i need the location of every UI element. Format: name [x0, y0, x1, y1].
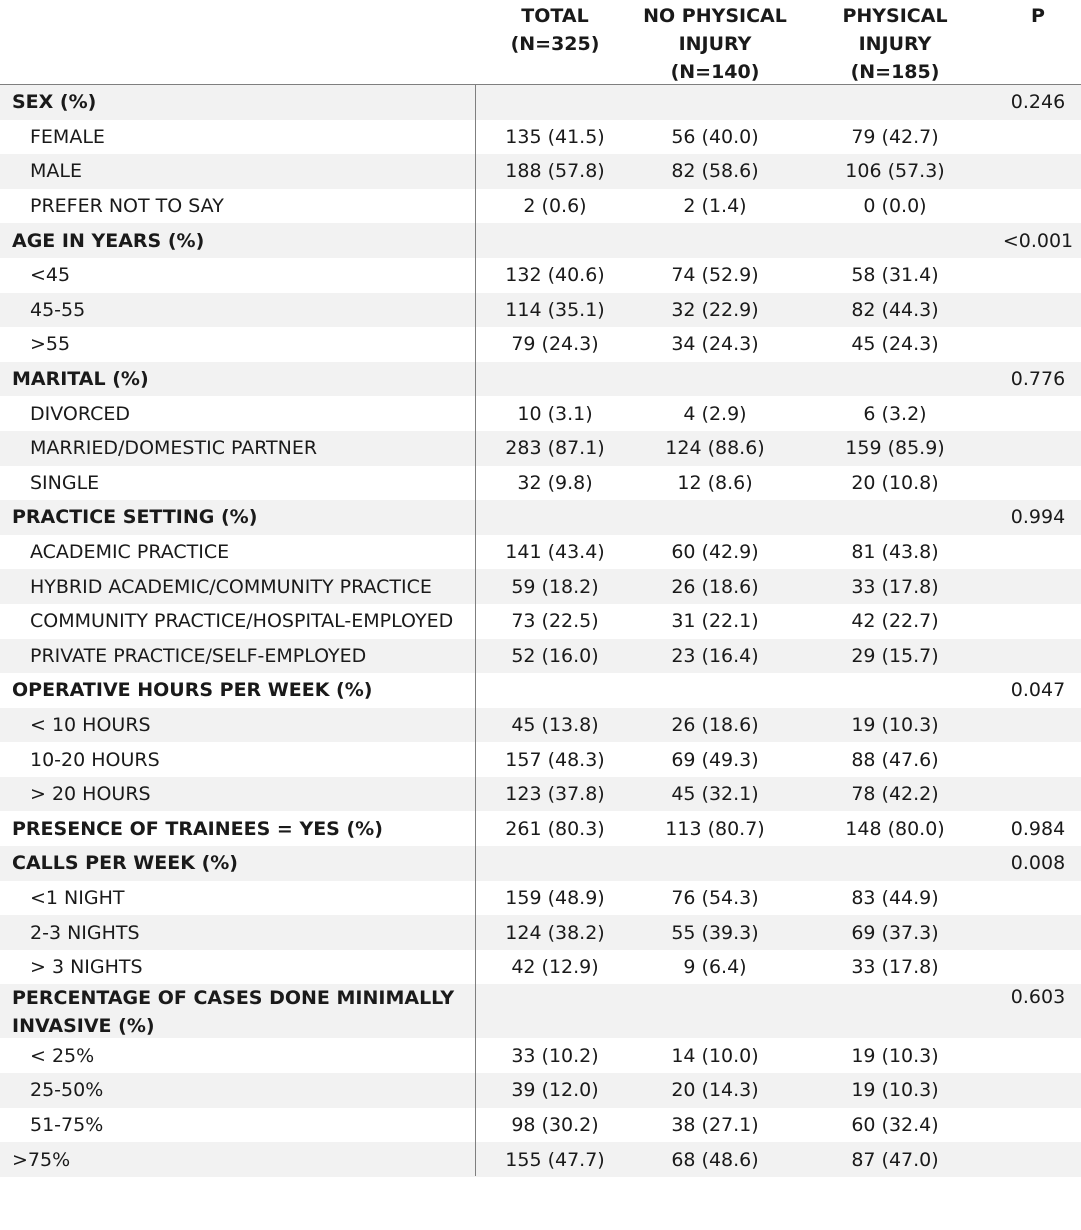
cell-total: 39 (12.0) — [511, 1079, 599, 1102]
cell-p-value — [995, 396, 1081, 431]
cell-physical-injury: 20 (10.8) — [851, 471, 939, 494]
cell-total: 33 (10.2) — [511, 1044, 599, 1067]
cell-total — [475, 673, 635, 708]
cell-total: 59 (18.2) — [511, 575, 599, 598]
cell-physical-injury: 87 (47.0) — [851, 1148, 939, 1171]
row-label: > 20 HOURS — [30, 783, 151, 806]
row-label: MARITAL (%) — [12, 368, 149, 391]
cell-p-value — [995, 327, 1081, 362]
cell-total: 188 (57.8) — [505, 160, 605, 183]
cell-total: 155 (47.7) — [505, 1148, 605, 1171]
cell-physical-injury: 45 (24.3) — [851, 333, 939, 356]
cell-no-physical-injury: 26 (18.6) — [671, 713, 759, 736]
table-row — [0, 1073, 1081, 1108]
cell-no-physical-injury: 38 (27.1) — [671, 1113, 759, 1136]
cell-physical-injury: 29 (15.7) — [851, 644, 939, 667]
row-label: MALE — [30, 160, 82, 183]
cell-total — [475, 500, 635, 535]
cell-physical-injury: 69 (37.3) — [851, 921, 939, 944]
cell-physical-injury: 60 (32.4) — [851, 1113, 939, 1136]
cell-no-physical-injury: 56 (40.0) — [671, 125, 759, 148]
cell-total: 132 (40.6) — [505, 264, 605, 287]
table-row — [0, 604, 1081, 639]
cell-p-value — [995, 569, 1081, 604]
cell-no-physical-injury: 12 (8.6) — [677, 471, 753, 494]
row-label: 25-50% — [30, 1079, 104, 1102]
cell-physical-injury: 19 (10.3) — [851, 1079, 939, 1102]
header-no-physical-injury: NO PHYSICAL INJURY (N=140) — [643, 5, 787, 83]
row-label: <45 — [30, 264, 71, 287]
table-row — [0, 1108, 1081, 1143]
cell-physical-injury: 78 (42.2) — [851, 783, 939, 806]
cell-p-value — [995, 154, 1081, 189]
cell-p-value — [995, 535, 1081, 570]
row-label: FEMALE — [30, 125, 105, 148]
cell-total — [475, 846, 635, 881]
cell-physical-injury: 6 (3.2) — [863, 402, 927, 425]
cell-physical-injury: 33 (17.8) — [851, 575, 939, 598]
cell-physical-injury — [815, 500, 975, 535]
cell-physical-injury: 42 (22.7) — [851, 610, 939, 633]
cell-p-value: 0.984 — [1010, 817, 1066, 840]
row-label: DIVORCED — [30, 402, 131, 425]
row-label: ACADEMIC PRACTICE — [30, 541, 230, 564]
table-row — [0, 431, 1081, 466]
cell-physical-injury — [815, 85, 975, 120]
cell-physical-injury: 83 (44.9) — [851, 886, 939, 909]
cell-p-value: 0.994 — [1010, 506, 1066, 529]
cell-no-physical-injury: 26 (18.6) — [671, 575, 759, 598]
column-divider — [475, 84, 476, 1176]
cell-total: 98 (30.2) — [511, 1113, 599, 1136]
cell-p-value — [995, 915, 1081, 950]
cell-physical-injury: 33 (17.8) — [851, 956, 939, 979]
table-body — [0, 85, 1081, 1177]
cell-p-value — [995, 1108, 1081, 1143]
cell-p-value — [995, 604, 1081, 639]
cell-p-value: 0.008 — [1010, 852, 1066, 875]
table-row — [0, 120, 1081, 155]
header-p-value: P — [1031, 5, 1045, 27]
cell-no-physical-injury: 14 (10.0) — [671, 1044, 759, 1067]
cell-no-physical-injury: 9 (6.4) — [683, 956, 747, 979]
cell-physical-injury: 79 (42.7) — [851, 125, 939, 148]
cell-total: 45 (13.8) — [511, 713, 599, 736]
table-row — [0, 639, 1081, 674]
cell-p-value — [995, 950, 1081, 985]
cell-no-physical-injury: 55 (39.3) — [671, 921, 759, 944]
cell-no-physical-injury: 68 (48.6) — [671, 1148, 759, 1171]
table-row — [0, 154, 1081, 189]
cell-physical-injury: 0 (0.0) — [863, 195, 927, 218]
cell-p-value — [995, 431, 1081, 466]
table-row — [0, 500, 1081, 535]
row-label: AGE IN YEARS (%) — [12, 229, 205, 252]
cell-physical-injury: 106 (57.3) — [845, 160, 945, 183]
row-label: PRESENCE OF TRAINEES = YES (%) — [12, 817, 383, 840]
header-total: TOTAL (N=325) — [510, 5, 600, 55]
table-row — [0, 1142, 1081, 1177]
cell-no-physical-injury: 32 (22.9) — [671, 298, 759, 321]
cell-no-physical-injury: 45 (32.1) — [671, 783, 759, 806]
cell-total: 10 (3.1) — [517, 402, 593, 425]
cell-physical-injury — [815, 846, 975, 881]
cell-p-value: <0.001 — [1002, 229, 1074, 252]
table-row — [0, 915, 1081, 950]
cell-total: 42 (12.9) — [511, 956, 599, 979]
row-label: COMMUNITY PRACTICE/HOSPITAL-EMPLOYED — [30, 610, 454, 633]
cell-physical-injury: 19 (10.3) — [851, 713, 939, 736]
row-label: MARRIED/DOMESTIC PARTNER — [30, 437, 318, 460]
cell-physical-injury: 148 (80.0) — [845, 817, 945, 840]
cell-no-physical-injury — [635, 673, 795, 708]
cell-no-physical-injury: 23 (16.4) — [671, 644, 759, 667]
row-label: PRIVATE PRACTICE/SELF-EMPLOYED — [30, 644, 367, 667]
table-row — [0, 742, 1081, 777]
cell-total: 32 (9.8) — [517, 471, 593, 494]
cell-total — [475, 362, 635, 397]
cell-no-physical-injury: 74 (52.9) — [671, 264, 759, 287]
cell-total: 124 (38.2) — [505, 921, 605, 944]
row-label: HYBRID ACADEMIC/COMMUNITY PRACTICE — [30, 575, 432, 598]
cell-p-value — [995, 639, 1081, 674]
row-label: PRACTICE SETTING (%) — [12, 506, 258, 529]
cell-p-value — [995, 708, 1081, 743]
cell-physical-injury — [815, 673, 975, 708]
cell-no-physical-injury: 60 (42.9) — [671, 541, 759, 564]
table-row — [0, 362, 1081, 397]
cell-no-physical-injury — [635, 362, 795, 397]
table-row — [0, 466, 1081, 501]
row-label: SEX (%) — [12, 91, 97, 114]
cell-p-value — [995, 293, 1081, 328]
cell-p-value — [995, 1142, 1081, 1177]
table-row — [0, 777, 1081, 812]
cell-no-physical-injury — [635, 984, 795, 1038]
cell-total: 52 (16.0) — [511, 644, 599, 667]
cell-p-value — [995, 466, 1081, 501]
cell-p-value — [995, 881, 1081, 916]
cell-p-value: 0.246 — [1010, 91, 1066, 114]
cell-physical-injury: 58 (31.4) — [851, 264, 939, 287]
row-label: >55 — [30, 333, 71, 356]
cell-physical-injury — [815, 362, 975, 397]
cell-p-value: 0.776 — [1010, 368, 1066, 391]
cell-no-physical-injury: 76 (54.3) — [671, 886, 759, 909]
row-label: PERCENTAGE OF CASES DONE MINIMALLY INVASIVE (%) — [12, 987, 455, 1038]
table-row — [0, 950, 1081, 985]
cell-no-physical-injury — [635, 500, 795, 535]
cell-physical-injury: 159 (85.9) — [845, 437, 945, 460]
table-row — [0, 673, 1081, 708]
row-label: PREFER NOT TO SAY — [30, 195, 224, 218]
cell-physical-injury: 88 (47.6) — [851, 748, 939, 771]
row-label: CALLS PER WEEK (%) — [12, 852, 238, 875]
table-row — [0, 811, 1081, 846]
cell-total: 114 (35.1) — [505, 298, 605, 321]
cell-no-physical-injury — [635, 846, 795, 881]
table-row — [0, 984, 1081, 1038]
cell-total: 261 (80.3) — [505, 817, 605, 840]
cell-p-value: 0.603 — [1010, 986, 1066, 1009]
cell-total: 283 (87.1) — [505, 437, 605, 460]
cell-total: 159 (48.9) — [505, 886, 605, 909]
table-row — [0, 223, 1081, 258]
row-label: < 10 HOURS — [30, 713, 151, 736]
row-label: <1 NIGHT — [30, 886, 125, 909]
cell-physical-injury: 19 (10.3) — [851, 1044, 939, 1067]
cell-total: 2 (0.6) — [523, 195, 587, 218]
cell-physical-injury: 81 (43.8) — [851, 541, 939, 564]
cell-no-physical-injury: 69 (49.3) — [671, 748, 759, 771]
cell-p-value — [995, 1073, 1081, 1108]
row-label: < 25% — [30, 1044, 95, 1067]
cell-total: 157 (48.3) — [505, 748, 605, 771]
cell-total — [475, 223, 635, 258]
row-label: 10-20 HOURS — [30, 748, 160, 771]
cell-total: 73 (22.5) — [511, 610, 599, 633]
table-row — [0, 708, 1081, 743]
cell-no-physical-injury: 2 (1.4) — [683, 195, 747, 218]
cell-no-physical-injury: 82 (58.6) — [671, 160, 759, 183]
cell-physical-injury: 82 (44.3) — [851, 298, 939, 321]
table-row — [0, 396, 1081, 431]
cell-p-value — [995, 189, 1081, 224]
cell-total: 135 (41.5) — [505, 125, 605, 148]
row-label: 45-55 — [30, 298, 86, 321]
cell-no-physical-injury: 4 (2.9) — [683, 402, 747, 425]
table-row — [0, 569, 1081, 604]
cell-no-physical-injury: 20 (14.3) — [671, 1079, 759, 1102]
cell-p-value — [995, 258, 1081, 293]
cell-total: 141 (43.4) — [505, 541, 605, 564]
cell-no-physical-injury: 124 (88.6) — [665, 437, 765, 460]
table-row — [0, 85, 1081, 120]
table-row — [0, 327, 1081, 362]
table-header — [0, 0, 1081, 85]
cell-p-value — [995, 742, 1081, 777]
row-label: >75% — [12, 1148, 71, 1171]
cell-no-physical-injury: 113 (80.7) — [665, 817, 765, 840]
cell-p-value — [995, 1038, 1081, 1073]
cell-no-physical-injury: 31 (22.1) — [671, 610, 759, 633]
row-label: > 3 NIGHTS — [30, 956, 143, 979]
table-row — [0, 1038, 1081, 1073]
cell-p-value: 0.047 — [1010, 679, 1066, 702]
table-row — [0, 258, 1081, 293]
row-label: 51-75% — [30, 1113, 104, 1136]
row-label: 2-3 NIGHTS — [30, 921, 140, 944]
row-label: SINGLE — [30, 471, 100, 494]
cell-total: 123 (37.8) — [505, 783, 605, 806]
cell-total — [475, 85, 635, 120]
table-row — [0, 881, 1081, 916]
cell-total — [475, 984, 635, 1038]
cell-p-value — [995, 120, 1081, 155]
table-row — [0, 846, 1081, 881]
cell-total: 79 (24.3) — [511, 333, 599, 356]
cell-physical-injury — [815, 984, 975, 1038]
table-row — [0, 293, 1081, 328]
cell-no-physical-injury — [635, 85, 795, 120]
cell-p-value — [995, 777, 1081, 812]
table-row — [0, 189, 1081, 224]
row-label: OPERATIVE HOURS PER WEEK (%) — [12, 679, 373, 702]
cell-physical-injury — [815, 223, 975, 258]
cell-no-physical-injury — [635, 223, 795, 258]
cell-no-physical-injury: 34 (24.3) — [671, 333, 759, 356]
header-physical-injury: PHYSICAL INJURY (N=185) — [842, 5, 948, 83]
table-row — [0, 535, 1081, 570]
